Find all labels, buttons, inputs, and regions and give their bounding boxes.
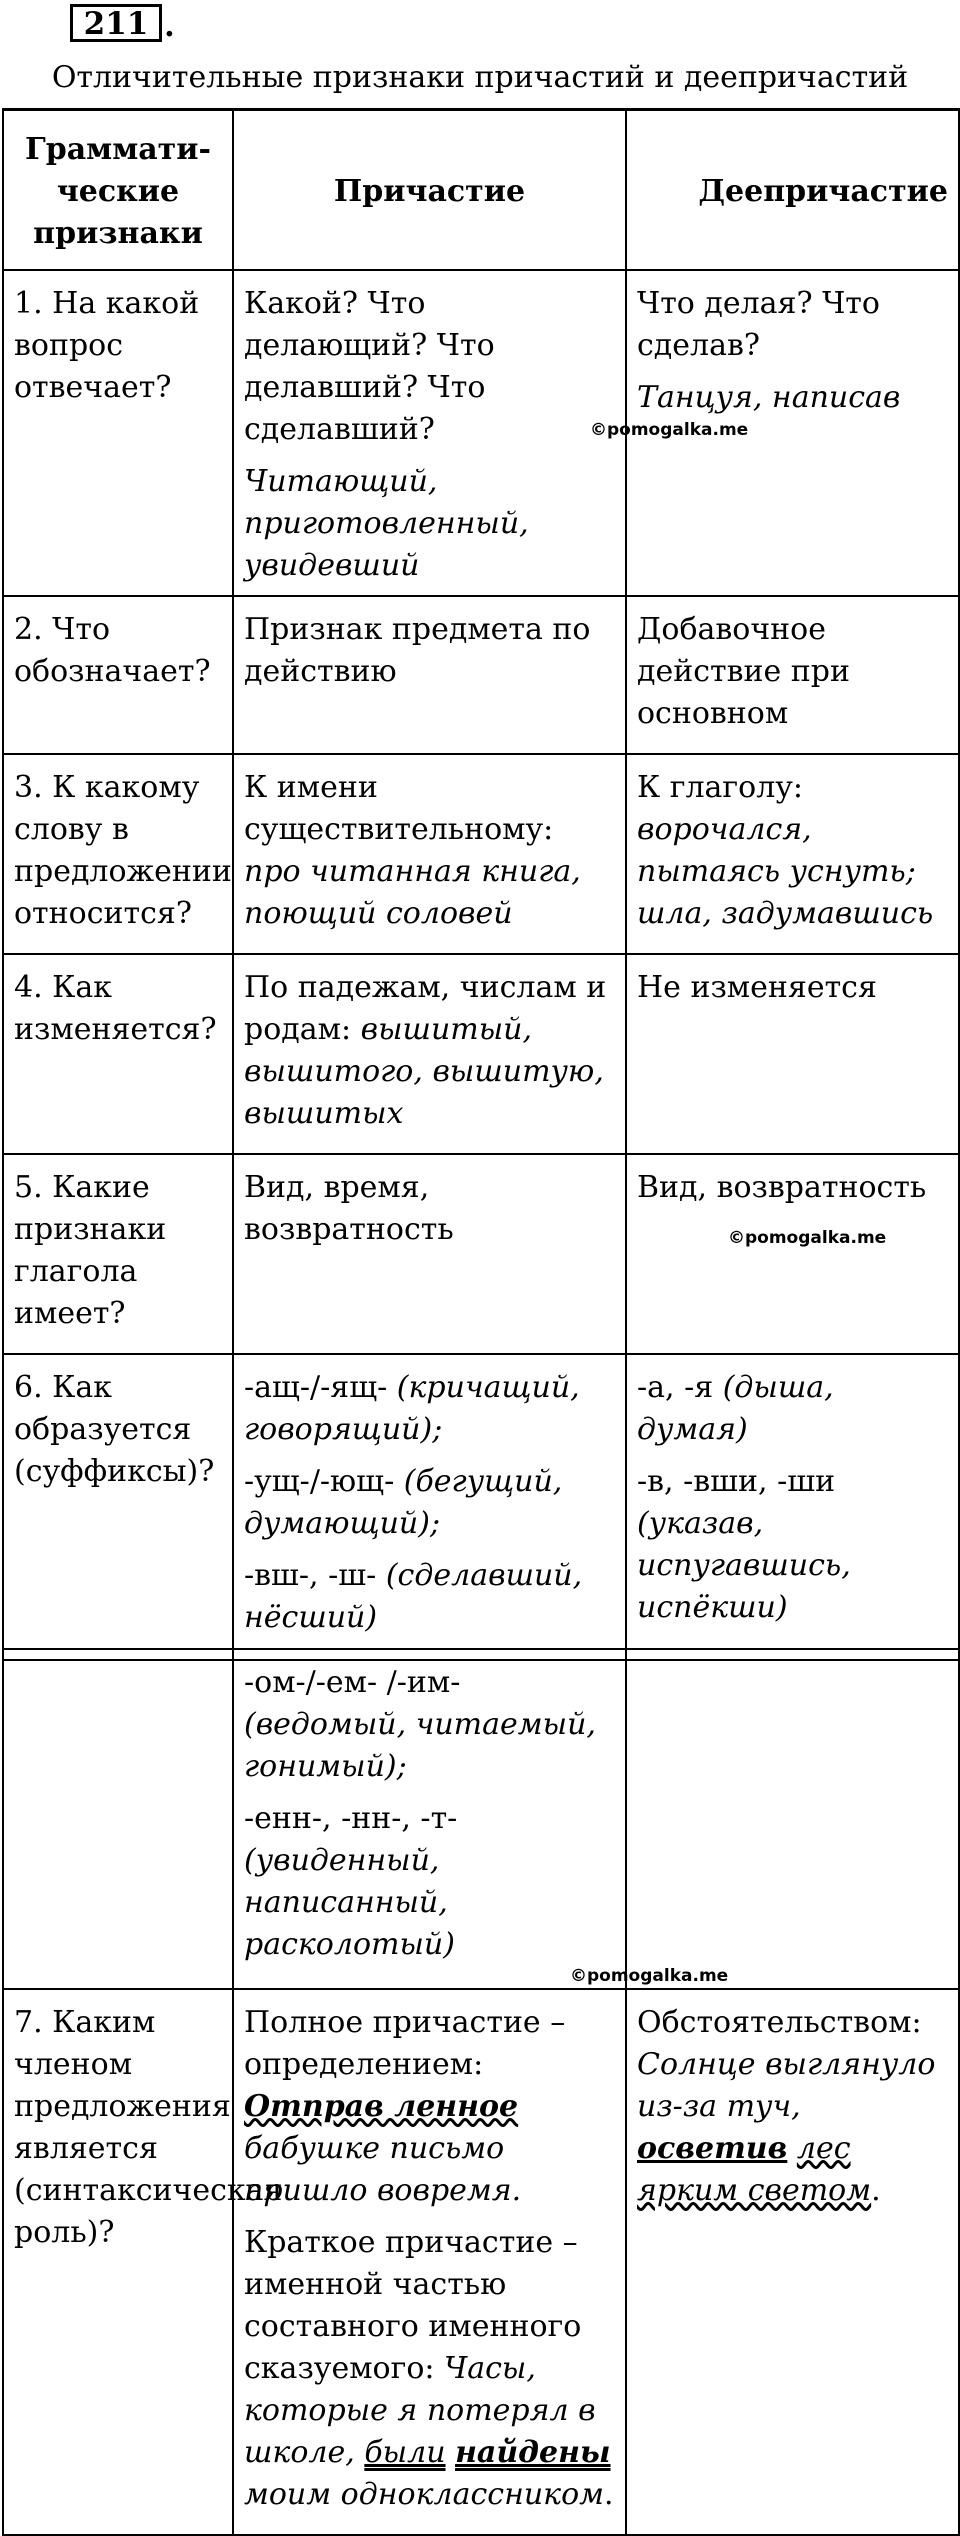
column-header-participle: Причастие bbox=[233, 110, 626, 270]
table-header-row bbox=[3, 110, 959, 270]
row-question: 7. Каким членом предложения является (синтаксическая роль)? bbox=[3, 1989, 233, 2535]
participle-cell: Какой? Что делающий? Что делавший? Что сделавший? Читающий, приготовленный, увидевший bbox=[233, 270, 626, 596]
watermark: ©pomogalka.me bbox=[590, 420, 749, 440]
comparison-table bbox=[2, 108, 960, 1661]
participle-cell: Вид, время, возвратность bbox=[233, 1154, 626, 1354]
participle-cell: Признак предмета по действию bbox=[233, 596, 626, 754]
gerund-cell: Что делая? Что сделав? Танцуя, написав bbox=[626, 270, 959, 596]
participle-cell: По падежам, числам и родам: вышитый, вышитого, вышитую, вышитых bbox=[233, 954, 626, 1154]
table-row bbox=[3, 1354, 959, 1660]
participle-cell: К имени существительному: про читанная книга, поющий соловей bbox=[233, 754, 626, 954]
column-header-gerund: Деепричастие bbox=[626, 110, 959, 270]
row-question: 1. На какой вопрос отвечает? bbox=[3, 270, 233, 596]
table-row bbox=[3, 1989, 959, 2535]
table-row bbox=[3, 754, 959, 954]
page-title: Отличительные признаки причастий и деепричастий bbox=[51, 60, 909, 95]
table-row bbox=[3, 1649, 959, 1989]
task-number-dot: . bbox=[164, 8, 175, 44]
gerund-cell: -а, -я (дыша, думая) -в, -вши, -ши (указав, испугавшись, испёкши) bbox=[626, 1354, 959, 1660]
row-question: 6. Как образуется (суффиксы)? bbox=[3, 1354, 233, 1660]
participle-cell: -ом-/-ем- /-им- (ведомый, читаемый, гонимый); -енн-, -нн-, -т- (увиденный, написанный, расколотый) bbox=[233, 1649, 626, 1989]
gerund-cell: Не изменяется bbox=[626, 954, 959, 1154]
table-row bbox=[3, 270, 959, 596]
row-question: 3. К какому слову в предложении относится? bbox=[3, 754, 233, 954]
column-header-features: Граммати- ческие признаки bbox=[3, 110, 233, 270]
gerund-cell: Добавочное действие при основном bbox=[626, 596, 959, 754]
participle-cell: Полное причастие – определением: Отправ ленное бабушке письмо пришло вовремя. Краткое причастие – именной частью составного именного сказуемого: Часы, которые я потерял в школе, были найдены моим одноклассником. bbox=[233, 1989, 626, 2535]
table-row bbox=[3, 596, 959, 754]
gerund-cell: К глаголу: ворочался, пытаясь уснуть; шла, задумавшись bbox=[626, 754, 959, 954]
row-question bbox=[3, 1649, 233, 1989]
row-question: 5. Какие признаки глагола имеет? bbox=[3, 1154, 233, 1354]
comparison-table-continued bbox=[2, 1648, 960, 2536]
row-question: 2. Что обозначает? bbox=[3, 596, 233, 754]
task-number: 211 bbox=[70, 4, 162, 42]
row-question: 4. Как изменяется? bbox=[3, 954, 233, 1154]
table-row bbox=[3, 954, 959, 1154]
watermark: ©pomogalka.me bbox=[570, 1966, 729, 1986]
participle-cell: -ащ-/-ящ- (кричащий, говорящий); -ущ-/-ющ- (бегущий, думающий); -вш-, -ш- (сделавший, нёсший) bbox=[233, 1354, 626, 1660]
watermark: ©pomogalka.me bbox=[728, 1228, 887, 1248]
gerund-cell bbox=[626, 1649, 959, 1989]
gerund-cell: Вид, возвратность bbox=[626, 1154, 959, 1354]
gerund-cell: Обстоятельством: Солнце выглянуло из-за туч, осветив лес ярким светом. bbox=[626, 1989, 959, 2535]
table-row bbox=[3, 1154, 959, 1354]
